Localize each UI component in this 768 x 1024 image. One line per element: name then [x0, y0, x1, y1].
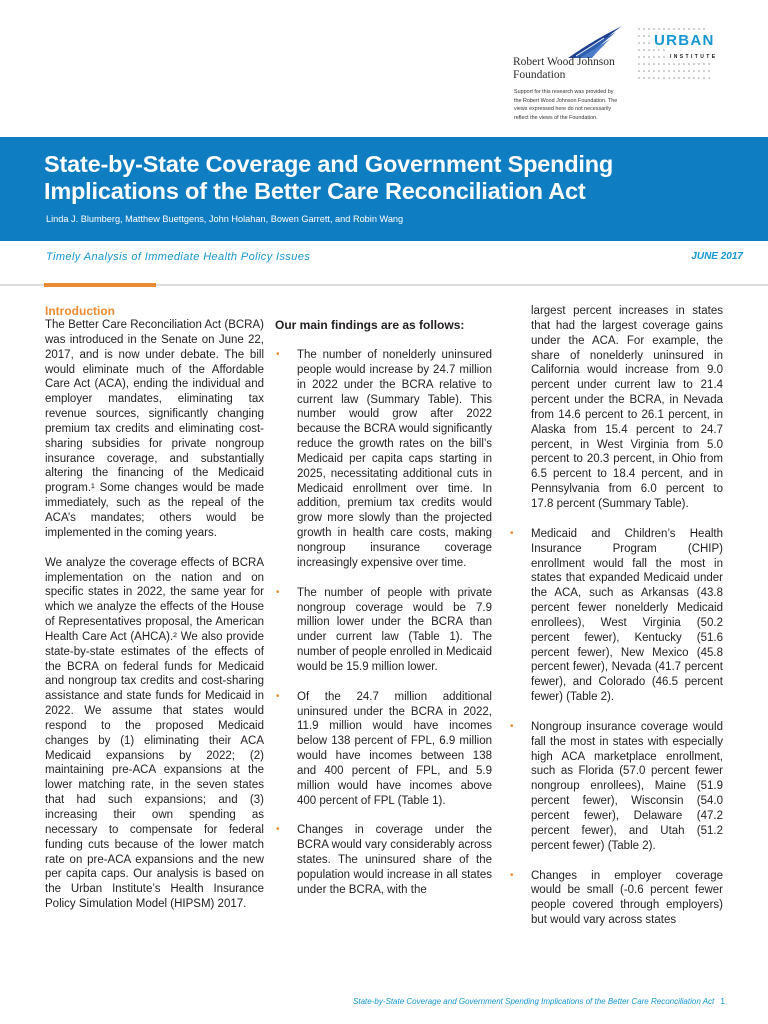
- list-item: [275, 586, 492, 675]
- rwjf-logo: [510, 24, 628, 84]
- list-item-continuation: largest percent increases in states that had the largest coverage gains under the ACA. For example, the share of nonelderly uninsured in California would increase from 9.0 percent under current law to 21.4 percent under the BCRA, in Nevada from 14.6 percent to 26.1 percent, in Alaska from 15.4 percent to 24.7 percent, in West Virginia from 5.0 percent to 20.3 percent, in Ohio from 6.5 percent to 18.4 percent, and in Pennsylvania from 6.0 percent to 17.8 percent (Summary Table).: [531, 305, 723, 510]
- bullet-icon: •: [510, 720, 514, 732]
- accent-rule: [44, 283, 156, 287]
- column-3: [509, 304, 723, 943]
- bullet-icon: •: [276, 349, 280, 360]
- list-item: [509, 869, 723, 928]
- list-item-text: Nongroup insurance coverage would fall the most in states with especially high ACA marketplace enrollment, such as Florida (57.0 percent fewer nongroup enrollees), Maine (51.9 percent fewer), Wisconsin (54.0 percent fewer), Delaware (47.2 percent fewer), and Utah (51.2 percent fewer) (Table 2).: [531, 720, 723, 852]
- bullet-icon: •: [510, 869, 514, 881]
- findings-heading: Our main findings are as follows:: [275, 318, 465, 332]
- bullet-icon: •: [510, 527, 514, 539]
- rwjf-bird-icon: [566, 24, 624, 60]
- intro-paragraph-1: The Better Care Reconciliation Act (BCRA) was introduced in the Senate on June 22, 2017, and is now under debate. The bill would eliminate much of the Affordable Care Act (ACA), ending the individual and employer mandates, eliminating tax revenue sources, significantly changing premium tax credits and eliminating cost-sharing subsidies for private nongroup insurance coverage, and substantially altering the financing of the Medicaid program.¹ Some changes would be made immediately, such as the repeal of the ACA’s mandates; others would be implemented in the coming years.: [45, 319, 264, 539]
- running-footer: [353, 996, 725, 1006]
- bullet-icon: •: [276, 824, 280, 836]
- intro-paragraph-2: We analyze the coverage effects of BCRA implementation on the nation and on specific states in 2022, the same year for which we analyze the effects of the House of Representatives proposal, the American Health Care Act (AHCA).² We also provide state-by-state estimates of the effects of the BCRA on federal funds for Medicaid and nongroup tax credits and cost-sharing assistance and state funds for Medicaid in 2022. We assume that states would respond to the proposed Medicaid changes by (1) eliminating their ACA Medicaid expansions by 2022; (2) maintaining pre-ACA expansions at the lower matching rate, in the seven states that had such expansions; and (3) increasing their own spending as necessary to compensate for federal funding cuts because of the lower match rate on pre-ACA expansions and the new per capita caps. Our analysis is based on the Urban Institute’s Health Insurance Policy Simulation Model (HIPSM) 2017.: [45, 556, 264, 911]
- urban-institute-logo: [636, 26, 732, 80]
- list-item-text: Medicaid and Children’s Health Insurance Program (CHIP) enrollment would fall the most in states that expanded Medicaid under the ACA, such as Arkansas (43.8 percent fewer nonelderly Medicaid enrollees), West Virginia (50.2 percent fewer), Kentucky (51.6 percent fewer), New Mexico (45.8 percent fewer), Nevada (41.7 percent fewer), and Colorado (46.5 percent fewer) (Table 2).: [531, 527, 723, 704]
- list-item: [275, 348, 492, 571]
- column-2: [275, 318, 492, 913]
- list-item-text: Changes in employer coverage would be small (-0.6 percent fewer people covered through employers) but would vary across states: [531, 869, 723, 927]
- list-item: [275, 823, 492, 897]
- rwjf-name: Robert Wood Johnson Foundation: [513, 56, 615, 81]
- footer-title: State-by-State Coverage and Government Spending Implications of the Better Care Reconciliation Act: [353, 997, 715, 1006]
- title-banner: [0, 137, 768, 241]
- page-title: State-by-State Coverage and Government Spending Implications of the Better Care Reconciliation Act: [44, 151, 614, 204]
- column-1: [45, 304, 264, 912]
- urban-wordmark: URBAN: [654, 32, 715, 49]
- page-number: 1: [720, 996, 725, 1006]
- list-item: [275, 690, 492, 809]
- bullet-icon: •: [276, 690, 280, 702]
- bullet-icon: •: [276, 586, 280, 598]
- series-label: Timely Analysis of Immediate Health Policy Issues: [46, 251, 311, 263]
- list-item-text: The number of people with private nongroup coverage would be 7.9 million lower under the BCRA than under current law (Table 1). The number of people enrolled in Medicaid would be 15.9 million lower.: [297, 586, 492, 673]
- list-item-text: The number of nonelderly uninsured people would increase by 24.7 million in 2022 under the BCRA relative to current law (Summary Table). This number would grow after 2022 because the BCRA would significantly reduce the growth rates on the bill’s Medicaid per capita caps starting in 2025, necessitating additional cuts in Medicaid enrollment over time. In addition, premium tax credits would grow more slowly than the projected growth in health care costs, making nongroup insurance coverage increasingly expensive over time.: [297, 349, 492, 569]
- list-item-text: Of the 24.7 million additional uninsured under the BCRA in 2022, 11.9 million would have incomes below 138 percent of FPL, 6.9 million would have incomes between 138 and 400 percent of FPL, and 5.9 million would have incomes above 400 percent of FPL (Table 1).: [297, 690, 492, 807]
- list-item-text: Changes in coverage under the BCRA would vary considerably across states. The uninsured share of the population would increase in all states under the BCRA, with the: [297, 824, 492, 896]
- section-heading-introduction: Introduction: [45, 304, 115, 318]
- publication-date: JUNE 2017: [691, 251, 743, 262]
- authors: Linda J. Blumberg, Matthew Buettgens, John Holahan, Bowen Garrett, and Robin Wang: [46, 214, 404, 224]
- list-item: [509, 720, 723, 854]
- urban-institute-subtext: INSTITUTE: [670, 54, 718, 60]
- support-note: Support for this research was provided by the Robert Wood Johnson Foundation. The views expressed here do not necessarily reflect the views of the Foundation.: [514, 89, 618, 121]
- list-item: [509, 527, 723, 705]
